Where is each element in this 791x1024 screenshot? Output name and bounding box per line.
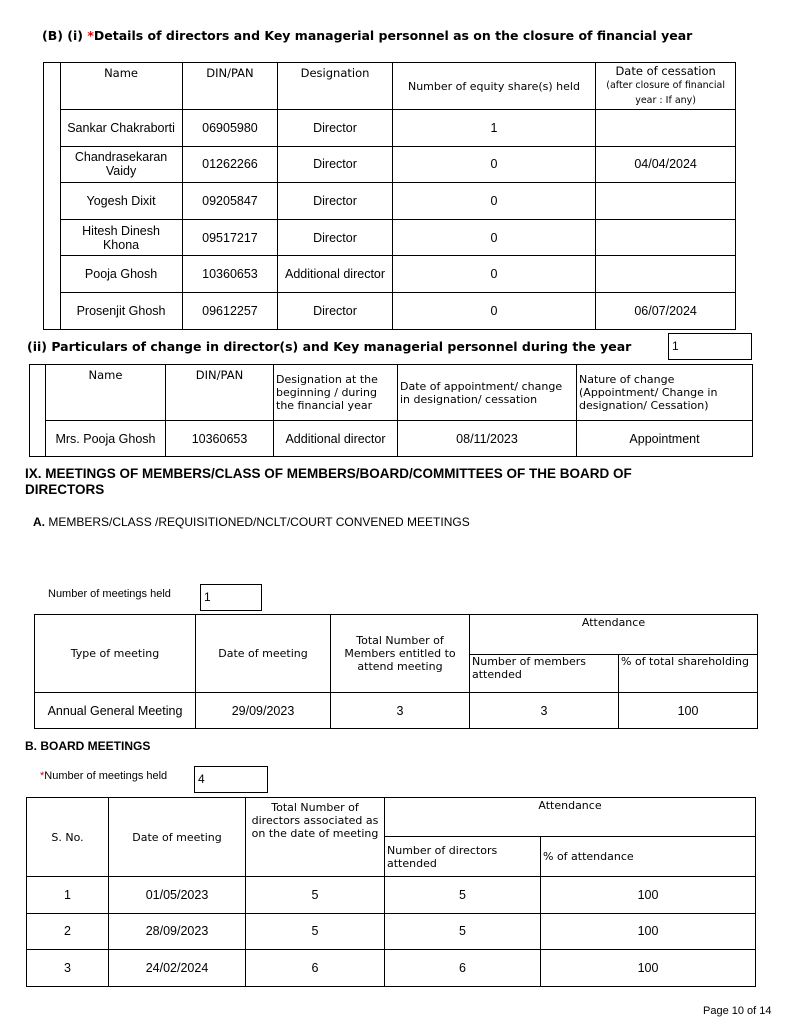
- board-meetings-title: B. BOARD MEETINGS: [25, 739, 151, 753]
- members-meetings-table: [34, 614, 758, 729]
- table-row: 2 28/09/2023 5 5 100: [27, 913, 756, 950]
- col-shares: Number of equity share(s) held: [392, 63, 596, 110]
- table-row: Mrs. Pooja Ghosh 10360653 Additional director 08/11/2023 Appointment: [30, 421, 753, 457]
- col-cessation: Date of cessation (after closure of financial year : If any): [596, 63, 736, 110]
- table-row: 3 24/02/2024 6 6 100: [27, 950, 756, 987]
- col-name: Name: [46, 365, 166, 421]
- table-row: Sankar Chakraborti 06905980 Director 1: [44, 110, 736, 147]
- col-attendance: Attendance: [470, 615, 758, 655]
- change-table: [29, 364, 753, 457]
- table-row: Prosenjit Ghosh 09612257 Director 0 06/07/2024: [44, 292, 736, 329]
- directors-section-title: (B) (i) *Details of directors and Key managerial personnel as on the closure of financial year: [42, 28, 693, 43]
- col-name: Name: [60, 63, 182, 110]
- col-designation: Designation at the beginning / during the financial year: [274, 365, 398, 421]
- change-section-title: (ii) Particulars of change in director(s) and Key managerial personnel during the year: [27, 339, 632, 354]
- col-date: Date of meeting: [196, 615, 331, 693]
- col-attendance: Attendance: [385, 798, 756, 837]
- col-din: DIN/PAN: [182, 63, 278, 110]
- table-header-row: [27, 798, 756, 837]
- required-star: *: [87, 28, 94, 43]
- directors-table: [43, 62, 736, 330]
- col-sno: S. No.: [27, 798, 109, 877]
- col-pct: % of total shareholding: [619, 655, 758, 693]
- col-attended: Number of members attended: [470, 655, 619, 693]
- page-number: Page 10 of 14: [703, 1005, 772, 1017]
- required-star: *: [40, 770, 45, 782]
- meetings-section-title: IX. MEETINGS OF MEMBERS/CLASS OF MEMBERS/BOARD/COMMITTEES OF THE BOARD OF DIRECTORS: [25, 466, 632, 497]
- table-header-row: [35, 615, 758, 655]
- col-total: Total Number of directors associated as on the date of meeting: [246, 798, 385, 877]
- table-header-row: [30, 365, 753, 421]
- table-row: Hitesh Dinesh Khona 09517217 Director 0: [44, 219, 736, 256]
- members-count-label: Number of meetings held: [48, 588, 171, 600]
- col-date: Date of meeting: [109, 798, 246, 877]
- board-count-label: *Number of meetings held: [40, 770, 168, 782]
- col-type: Type of meeting: [35, 615, 196, 693]
- col-date: Date of appointment/ change in designation/ cessation: [398, 365, 577, 421]
- col-nature: Nature of change (Appointment/ Change in designation/ Cessation): [577, 365, 753, 421]
- table-row: Chandrasekaran Vaidy 01262266 Director 0 04/04/2024: [44, 146, 736, 183]
- col-attended: Number of directors attended: [385, 837, 541, 877]
- col-pct: % of attendance: [541, 837, 756, 877]
- table-row: Yogesh Dixit 09205847 Director 0: [44, 183, 736, 220]
- board-count-field[interactable]: 4: [194, 766, 268, 793]
- members-meetings-label: A. MEMBERS/CLASS /REQUISITIONED/NCLT/COURT CONVENED MEETINGS: [33, 515, 470, 529]
- table-header-row: [44, 63, 736, 110]
- col-entitled: Total Number of Members entitled to attend meeting: [331, 615, 470, 693]
- change-count-field[interactable]: 1: [668, 333, 752, 360]
- col-din: DIN/PAN: [166, 365, 274, 421]
- members-count-field[interactable]: 1: [200, 584, 262, 611]
- table-row: 1 01/05/2023 5 5 100: [27, 877, 756, 914]
- board-meetings-table: [26, 797, 756, 987]
- col-designation: Designation: [278, 63, 392, 110]
- table-row: Annual General Meeting 29/09/2023 3 3 100: [35, 693, 758, 729]
- table-row: Pooja Ghosh 10360653 Additional director 0: [44, 256, 736, 293]
